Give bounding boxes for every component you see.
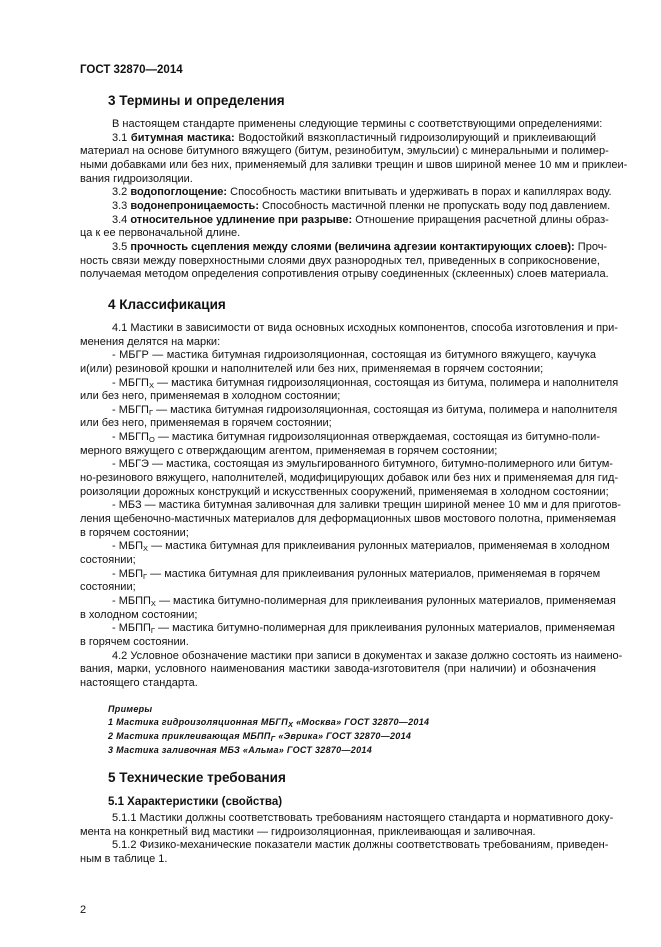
text-segment: 4.1 Мастики в зависимости от вида основных исходных компонентов, способа изготовления и при- [112, 321, 618, 334]
paragraph [80, 622, 615, 649]
text-line [80, 513, 616, 527]
paragraph [80, 431, 600, 458]
spacer [80, 691, 596, 703]
document-header: ГОСТ 32870—2014 [80, 64, 183, 76]
text-line [80, 173, 596, 187]
subscript: Г [150, 626, 155, 636]
text-line [80, 145, 609, 159]
subscript: Х [143, 544, 149, 554]
paragraph [80, 812, 614, 839]
text-segment: - МБГП [112, 403, 149, 416]
paragraph [80, 458, 619, 499]
text-segment: 5.1.2 Физико-механические показатели мастик должны соответствовать требованиям, приведен- [112, 839, 609, 852]
term: прочность сцепления между слоями (величина адгезии контактирующих слоев): [130, 240, 575, 253]
text-line [80, 812, 614, 826]
text-line [80, 268, 609, 282]
subscript: Г [270, 733, 276, 743]
text-segment: Способность мастичной пленки не пропускать воду под давлением. [259, 199, 611, 212]
text-segment: мерного вяжущего с отверждающим агентом, применяемая в горячем состоянии; [80, 444, 498, 457]
text-segment: состоянии; [80, 581, 136, 594]
paragraph [80, 321, 618, 349]
text-segment: и(или) резиновой крошки и наполнителей или без них, применяемая в горячем состоянии; [80, 362, 544, 375]
text-segment: Примеры [108, 703, 153, 714]
text-line [80, 636, 596, 650]
text-segment: ность связи между поверхностными слоями двух разнородных тел, приведенных в соприкосновение, [80, 254, 600, 267]
paragraph [80, 240, 609, 282]
text-segment: — мастика битумно-полимерная для приклеивания рулонных материалов, применяемая [155, 595, 616, 607]
text-segment: но-резинового вяжущего, наполнителей, модифицирующих добавок или без них и применяемая для гид- [80, 472, 619, 485]
text-segment: 5.1.1 Мастики должны соответствовать требованиям настоящего стандарта и нормативного доку- [112, 812, 614, 825]
text-segment: ца к ее первоначальной длине. [80, 227, 241, 240]
text-segment: - МБГЭ — мастика, состоящая из эмульгированного битумного, битумно-полимерного или битум- [112, 458, 613, 471]
subscript: О [148, 435, 155, 445]
text-line [108, 716, 596, 730]
text-line [80, 240, 608, 255]
text-line [80, 213, 609, 228]
text-line [80, 649, 623, 664]
subscript: Х [150, 599, 156, 608]
text-line [80, 826, 596, 840]
text-segment: — мастика битумная гидроизоляционная отверждаемая, состоящая из битумно-поли- [154, 431, 600, 444]
paragraph [80, 499, 621, 540]
text-line [80, 336, 596, 350]
text-line [108, 703, 596, 717]
text-segment: - МБПП [112, 595, 151, 607]
spacer [80, 282, 596, 296]
text-line [80, 499, 621, 513]
text-line [80, 853, 596, 867]
text-segment: или без него, применяемая в холодном состоянии; [80, 390, 341, 403]
text-line [108, 744, 596, 758]
examples-block [80, 703, 596, 758]
term: битумная мастика: [130, 131, 235, 144]
text-line [80, 158, 628, 173]
text-line [108, 730, 596, 744]
text-line [80, 554, 596, 568]
text-segment: в горячем состоянии; [80, 526, 189, 539]
text-segment: 3.5 [112, 240, 131, 253]
text-line [80, 349, 596, 363]
spacer [80, 757, 596, 769]
paragraph [80, 131, 628, 187]
subscript: Г [148, 407, 154, 417]
text-segment: ления щебеночно-мастичных материалов для деформационных швов мостового полотна, применяемая [80, 513, 616, 526]
text-segment: Водостойкий вязкопластичный гидроизолирующий и приклеивающий [234, 131, 596, 144]
text-segment: - МБП [112, 567, 144, 580]
text-segment: 3.4 [112, 213, 131, 226]
page-number: 2 [80, 903, 87, 916]
text-segment: менения делятся на марки: [80, 335, 221, 348]
document-page [80, 0, 628, 947]
text-segment: — мастика битумная для приклеивания рулонных материалов, применяемая в холодном [148, 540, 610, 553]
text-line [80, 227, 596, 241]
text-segment: Отношение приращения расчетной длины образ- [352, 213, 609, 226]
paragraph [80, 376, 619, 404]
text-segment: — мастика битумная гидроизоляционная, состоящая из битума, полимера и наполнителя [153, 376, 619, 389]
paragraph [80, 349, 596, 376]
text-segment: в горячем состоянии. [80, 635, 189, 648]
text-line [80, 472, 619, 486]
subsection-heading: 5.1 Характеристики (свойства) [108, 796, 283, 809]
text-segment: Проч- [574, 240, 608, 253]
text-line [80, 254, 600, 269]
text-segment: — мастика битумная гидроизоляционная, состоящая из битума, полимера и наполнителя [153, 403, 618, 416]
text-segment: ным в таблице 1. [80, 853, 168, 866]
text-segment: роизоляции дорожных конструкций и искусственных сооружений, применяемая в холодном состоянии; [80, 485, 609, 498]
text-segment: в холодном состоянии; [80, 608, 198, 621]
text-segment: 3.1 [112, 131, 131, 144]
text-segment: «Москва» ГОСТ 32870—2014 [293, 717, 430, 728]
text-segment: вания, марки, условного наименования мастики завода-изготовителя (при наличии) и обозначения [80, 663, 596, 676]
text-segment: - МБГП [112, 431, 149, 444]
text-segment: В настоящем стандарте применены следующие термины с соответствующими определениями: [112, 118, 603, 130]
paragraph [80, 567, 601, 595]
text-segment: вания гидроизоляции. [80, 172, 193, 185]
section-heading: 3 Термины и определения [108, 93, 285, 108]
paragraph [80, 403, 618, 431]
paragraph [80, 540, 610, 567]
text-segment: настоящего стандарта. [80, 676, 198, 689]
text-line [80, 199, 611, 214]
text-segment: 4.2 Условное обозначение мастики при записи в документах и заказе должно состоять из наимено- [112, 649, 623, 662]
text-line [80, 622, 615, 636]
text-segment: «Эврика» ГОСТ 32870—2014 [275, 730, 412, 741]
text-segment: 3.2 [112, 186, 131, 199]
text-line [80, 581, 596, 595]
paragraph [80, 186, 612, 200]
text-line [80, 417, 596, 431]
text-segment: 2 Мастика приклеивающая МБПП [108, 730, 271, 741]
text-segment: 3.3 [112, 199, 131, 212]
section-heading: 5 Технические требования [108, 770, 286, 786]
text-line [80, 132, 596, 146]
text-line [80, 663, 596, 677]
paragraph [80, 118, 603, 132]
subscript: Х [148, 380, 154, 390]
section-heading: 4 Классификация [108, 296, 226, 312]
text-segment: - МБП [112, 540, 144, 553]
text-segment: - МБГП [112, 376, 149, 389]
term: относительное удлинение при разрыве: [130, 213, 353, 226]
text-line [80, 609, 596, 623]
text-line [80, 403, 618, 418]
text-line [80, 363, 596, 377]
document-body [80, 92, 628, 867]
text-line [80, 527, 596, 541]
text-line [80, 567, 601, 582]
term: водопоглощение: [130, 186, 228, 199]
text-segment: Способность мастики впитывать и удерживать в порах и капиллярах воду. [227, 186, 612, 199]
text-line [80, 445, 596, 459]
text-line [80, 321, 618, 336]
text-line [80, 677, 596, 691]
paragraph [80, 213, 609, 241]
text-line [80, 485, 609, 500]
text-line [80, 595, 616, 609]
text-segment: состоянии; [80, 554, 136, 567]
text-segment: ными добавками или без них, применяемый для заливки трещин и швов шириной менее 10 мм и приклеи- [80, 158, 628, 171]
text-line [80, 390, 596, 404]
text-segment: получаемая методом определения сопротивления отрыву соединенных (склеенных) слоев материала. [80, 268, 609, 281]
text-line [80, 431, 600, 445]
text-line [80, 186, 612, 200]
text-segment: — мастика битумная для приклеивания рулонных материалов, применяемая в горячем [147, 567, 601, 580]
term: водонепроницаемость: [130, 199, 259, 212]
paragraph [80, 649, 623, 691]
text-line [80, 458, 613, 472]
text-segment: мента на конкретный вид мастики — гидроизоляционная, приклеивающая и заливочная. [80, 825, 536, 838]
text-segment: материал на основе битумного вяжущего (битум, резинобитум, эмульсии) с минеральными и полимер- [80, 145, 609, 158]
text-line [80, 540, 610, 554]
subscript: Г [143, 571, 148, 581]
subscript: Х [287, 720, 294, 730]
text-segment: — мастика битумно-полимерная для приклеивания рулонных материалов, применяемая [154, 622, 615, 635]
text-line [80, 839, 609, 853]
text-segment: 1 Мастика гидроизоляционная МБГП [108, 717, 288, 728]
text-segment: - МБЗ — мастика битумная заливочная для заливки трещин шириной менее 10 мм и для приготов- [112, 499, 621, 512]
text-segment: - МБПП [112, 622, 151, 635]
paragraph [80, 839, 609, 866]
text-segment: 3 Мастика заливочная МБЗ «Альма» ГОСТ 32870—2014 [108, 744, 373, 755]
paragraph [80, 595, 616, 622]
text-segment: - МБГР — мастика битумная гидроизоляционная, состоящая из битумного вяжущего, каучука [112, 349, 596, 362]
text-segment: или без него, применяемая в горячем состоянии; [80, 417, 332, 430]
text-line [80, 376, 619, 391]
paragraph [80, 199, 611, 214]
text-line [80, 118, 603, 132]
